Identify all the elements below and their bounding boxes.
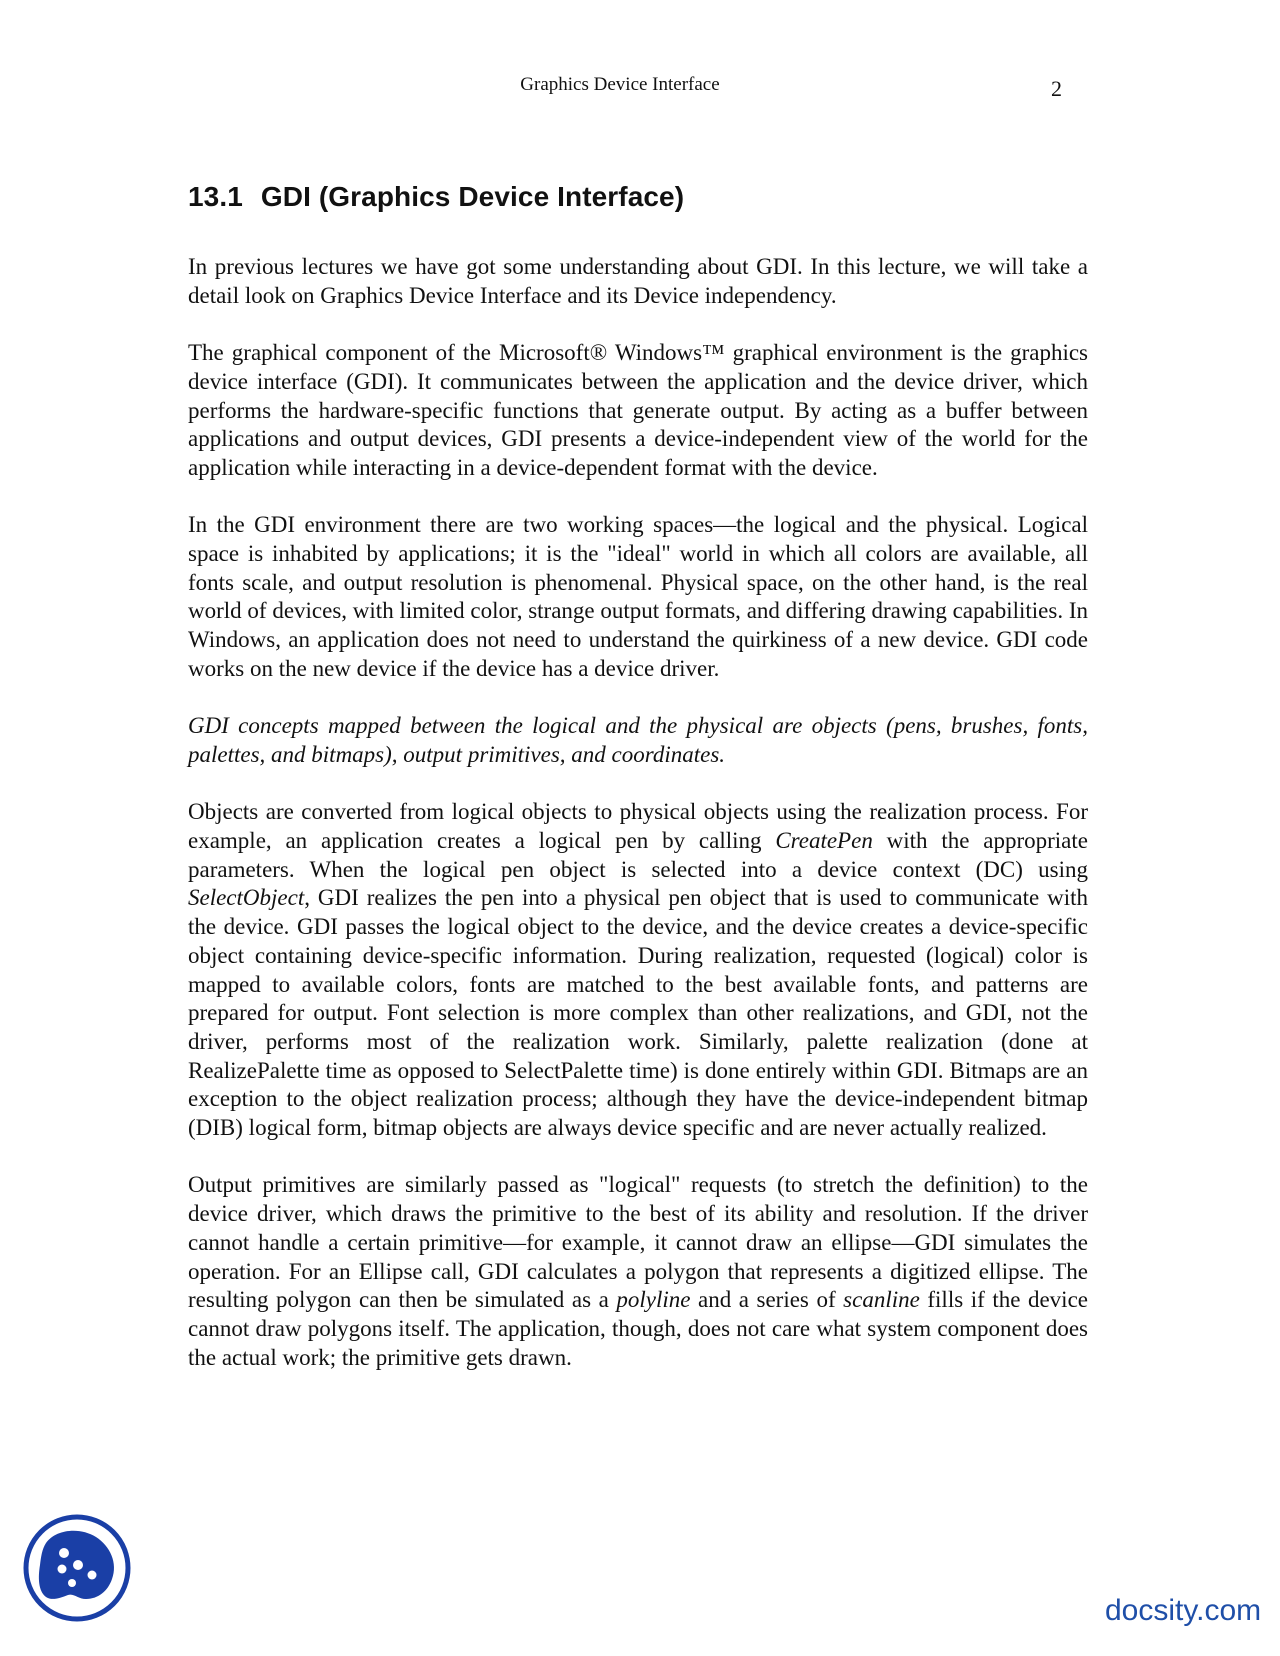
term-selectobject: SelectObject <box>188 885 305 911</box>
paragraph-intro: In previous lectures we have got some understanding about GDI. In this lecture, we will take a detail look on Graphics Device Interface and its Device independency. <box>188 254 1088 308</box>
term-polyline: polyline <box>616 1287 691 1313</box>
paragraph-gdi-definition: The graphical component of the Microsoft® Windows™ graphical environment is the graphics device interface (GDI). It communicates between the application and the device driver, which performs the hardware-specific functions that generate output. By acting as a buffer between applications and output devices, GDI presents a device-independent view of the world for the application while interacting in a device-dependent format with the device. <box>188 340 1088 480</box>
page-number: 2 <box>1051 76 1062 101</box>
section-title: GDI (Graphics Device Interface) <box>260 181 685 212</box>
text-segment: Output primitives are similarly passed as "logical" requests (to stretch the definition) to the device driver, which draws the primitive to the best of its ability and resolution. If the driver cannot handle a certain primitive—for example, it cannot draw an ellipse—GDI simulates the operation. For an Ellipse call, GDI calculates a polygon that represents a digitized ellipse. The resulting polygon can then be simulated as a <box>188 1172 1088 1313</box>
text-segment: Objects are converted from logical objects to physical objects using the realization process. For example, an application creates a logical pen by calling <box>188 799 1088 853</box>
text-segment: fills if the device cannot draw polygons itself. The application, though, does not care what system component does the actual work; the primitive gets drawn. <box>188 1287 1088 1370</box>
running-header: Graphics Device Interface <box>520 74 720 95</box>
term-scanline: scanline <box>843 1287 920 1313</box>
text-segment: , GDI realizes the pen into a physical pen object that is used to communicate with the device. GDI passes the logical object to the device, and the device creates a device-specific object containing device-specific information. During realization, requested (logical) color is mapped to available colors, fonts are matched to the best available fonts, and patterns are prepared for output. Font selection is more complex than other realizations, and GDI, not the driver, performs most of the realization work. Similarly, palette realization (done at RealizePalette time as opposed to SelectPalette time) is done entirely within GDI. Bitmaps are an exception to the object realization process; although they have the device-independent bitmap (DIB) logical form, bitmap objects are always device specific and are never actually realized. <box>188 885 1088 1141</box>
body-text <box>188 253 1088 1401</box>
section-number: 13.1 <box>188 181 243 212</box>
paragraph-output-primitives <box>188 1171 1088 1372</box>
paragraph-realization <box>188 798 1088 1142</box>
section-heading <box>188 181 684 213</box>
docsity-logo-icon[interactable] <box>22 1513 132 1623</box>
paragraph-working-spaces: In the GDI environment there are two working spaces—the logical and the physical. Logical space is inhabited by applications; it is the "ideal" world in which all colors are available, all fonts scale, and output resolution is phenomenal. Physical space, on the other hand, is the real world of devices, with limited color, strange output formats, and differing drawing capabilities. In Windows, an application does not need to understand the quirkiness of a new device. GDI code works on the new device if the device has a device driver. <box>188 512 1088 681</box>
text-segment: and a series of <box>690 1287 844 1313</box>
paragraph-gdi-concepts: GDI concepts mapped between the logical and the physical are objects (pens, brushes, fonts, palettes, and bitmaps), output primitives, and coordinates. <box>188 713 1088 767</box>
docsity-brand-link[interactable]: docsity.com <box>1105 1594 1262 1627</box>
term-createpen: CreatePen <box>775 828 873 853</box>
text-segment: with the appropriate parameters. When the logical pen object is selected into a device context (DC) using <box>188 828 1088 882</box>
